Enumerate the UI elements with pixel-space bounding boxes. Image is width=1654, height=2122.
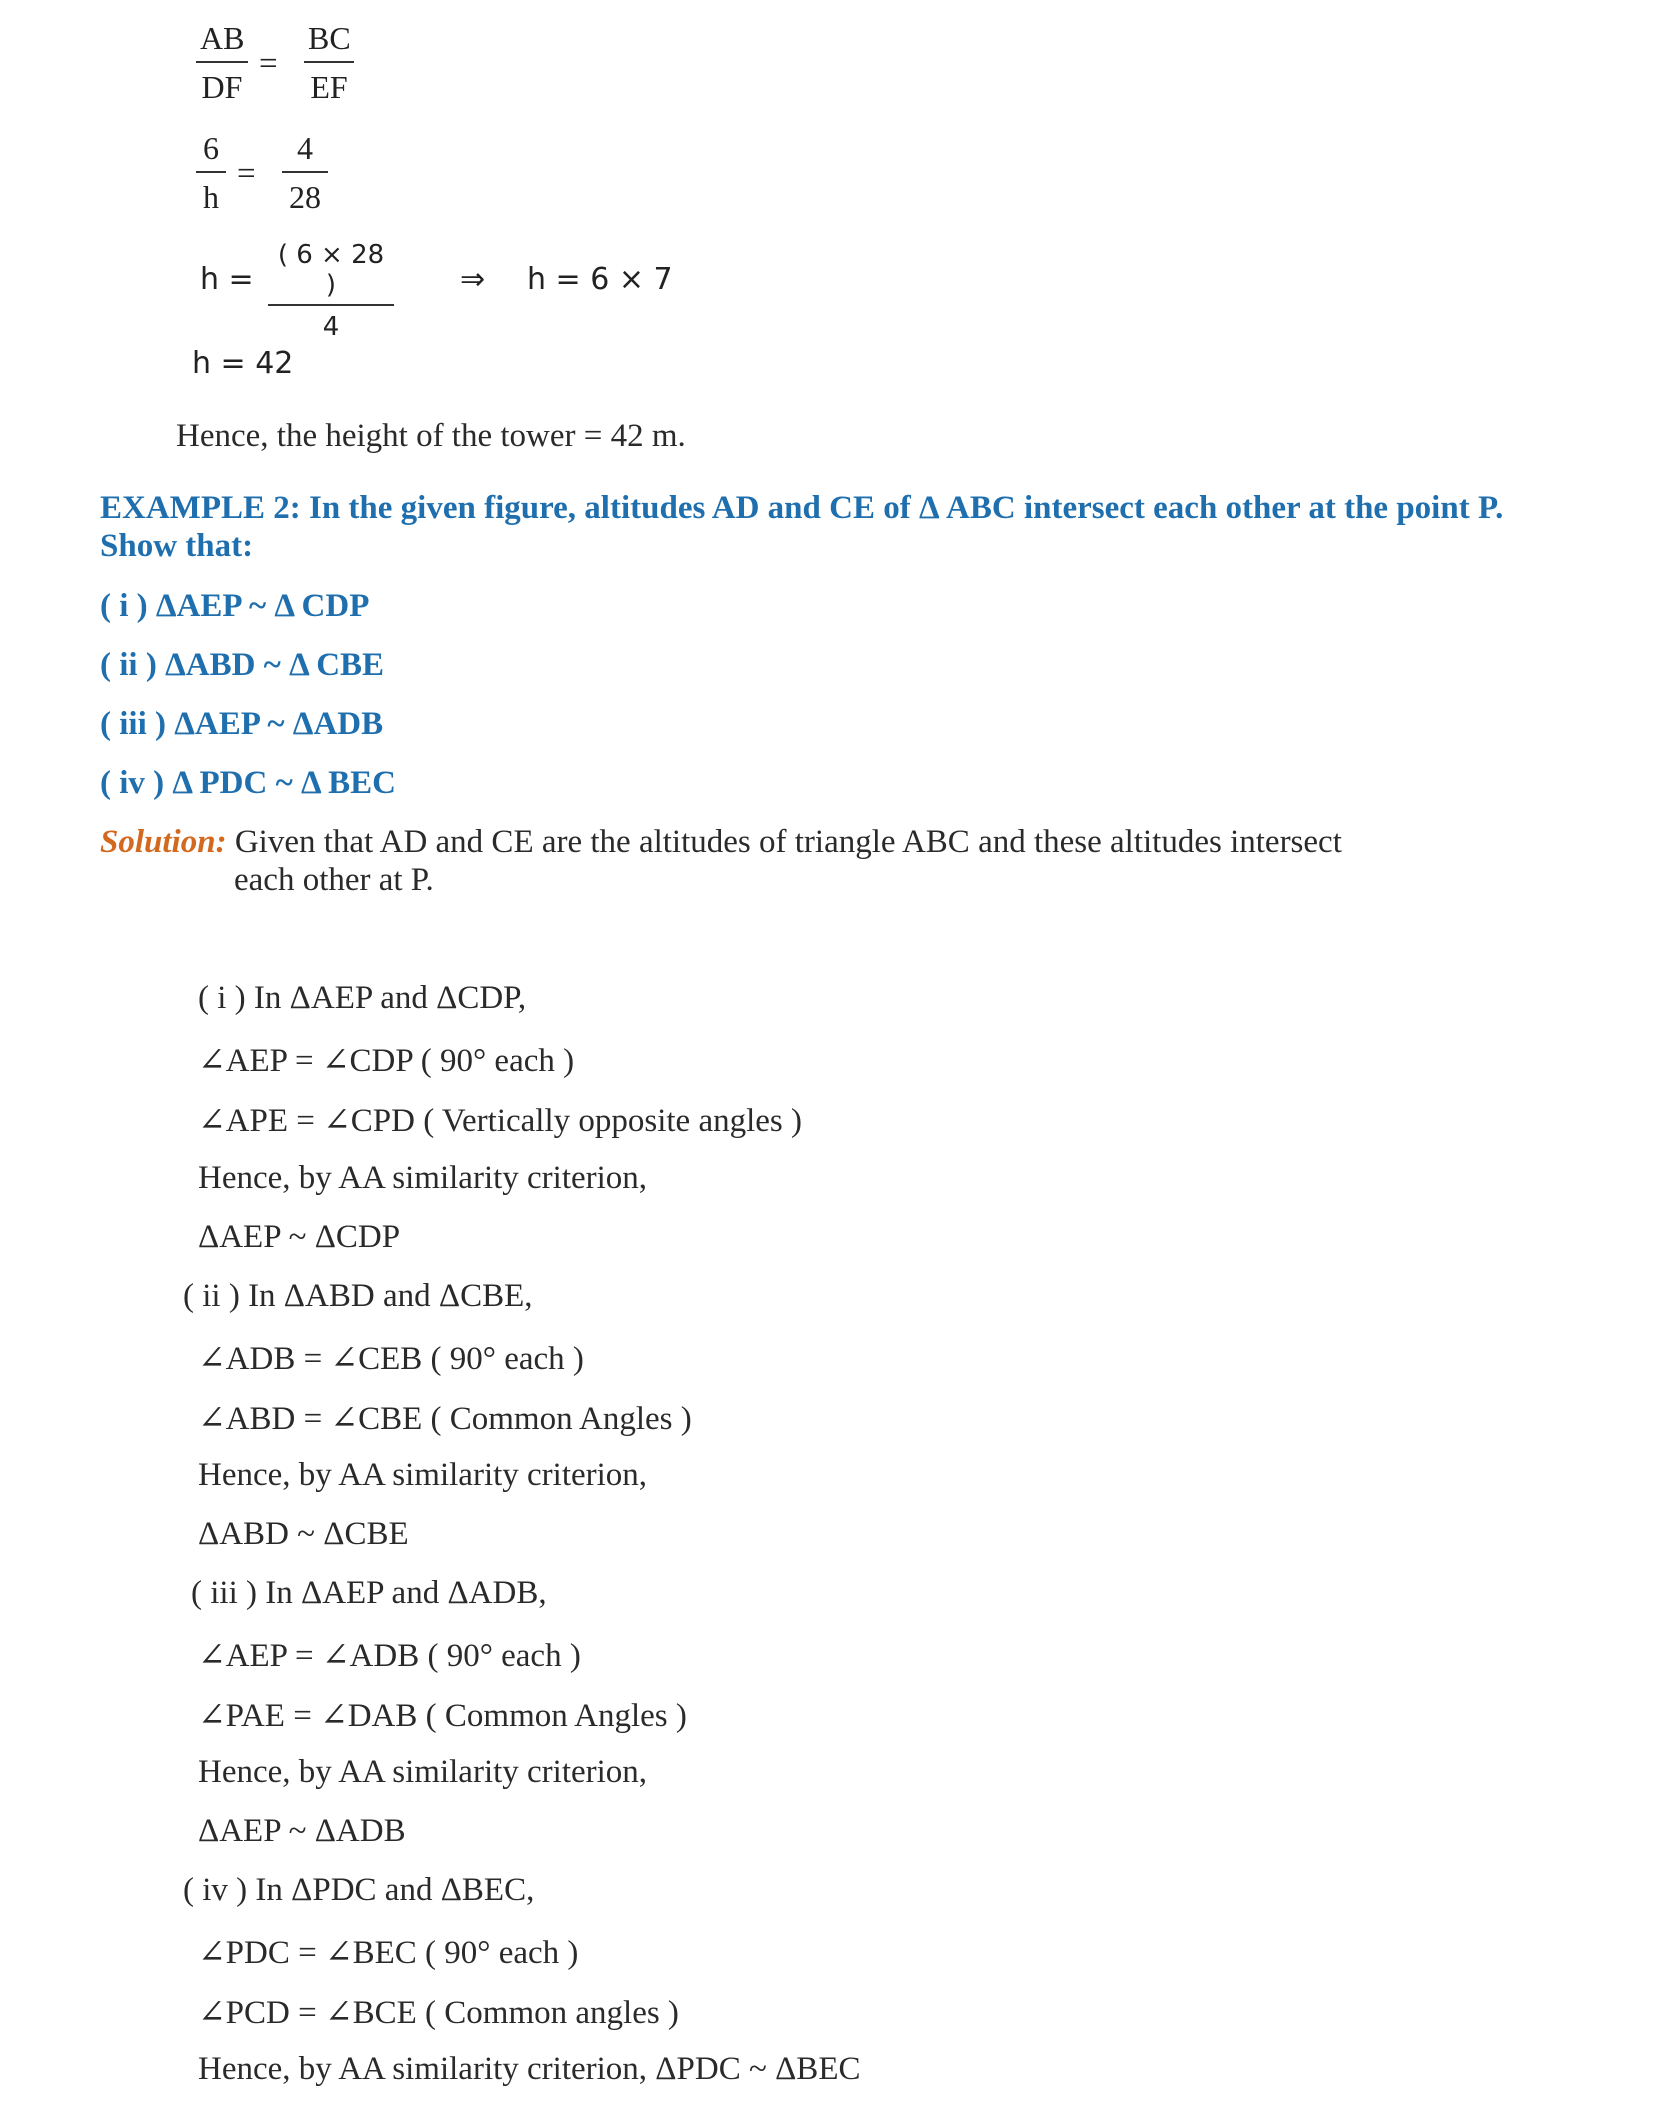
fraction-numerator: BC	[308, 20, 351, 56]
fraction-numerator: AB	[200, 20, 245, 56]
fraction-denominator: 4	[322, 312, 340, 342]
step-line: ∠PCD = ∠BCE ( Common angles )	[198, 1995, 679, 2031]
fraction-denominator: EF	[310, 69, 348, 105]
fraction-bar	[196, 61, 248, 63]
implies-arrow: ⇒	[460, 262, 486, 297]
step-line: ΔABD ~ ΔCBE	[198, 1516, 409, 1552]
equals-sign: =	[237, 156, 256, 192]
h-final: h = 42	[192, 346, 294, 381]
step-line: ∠ADB = ∠CEB ( 90° each )	[198, 1341, 584, 1377]
step-line: Hence, by AA similarity criterion,	[198, 1457, 648, 1493]
part-item: ( iii ) ΔAEP ~ ΔADB	[100, 706, 384, 742]
h-equals-label: h =	[200, 262, 254, 297]
fraction-bar	[196, 171, 226, 173]
step-line: ∠PDC = ∠BEC ( 90° each )	[198, 1935, 579, 1971]
fraction-bar	[282, 171, 328, 173]
step-line: ∠AEP = ∠CDP ( 90° each )	[198, 1043, 575, 1079]
fraction-numerator: ( 6 × 28 )	[277, 240, 385, 300]
fraction-6x28-4	[268, 240, 394, 342]
solution-line	[100, 824, 1342, 861]
step-line: ΔAEP ~ ΔCDP	[198, 1219, 401, 1255]
fraction-denominator: 28	[289, 179, 321, 215]
fraction-bar	[304, 61, 354, 63]
step-heading: ( iv ) In ΔPDC and ΔBEC,	[183, 1872, 535, 1908]
solution-text-cont: each other at P.	[234, 862, 434, 898]
step-line: ΔAEP ~ ΔADB	[198, 1813, 406, 1849]
part-item: ( iv ) Δ PDC ~ Δ BEC	[100, 765, 396, 801]
example-title-cont: Show that:	[100, 528, 254, 564]
fraction-denominator: h	[203, 179, 219, 215]
fraction-bar	[268, 304, 394, 306]
step-heading: ( ii ) In ΔABD and ΔCBE,	[183, 1278, 533, 1314]
fraction-ab-df	[196, 20, 248, 106]
fraction-bc-ef	[304, 20, 354, 106]
step-line: Hence, by AA similarity criterion,	[198, 1160, 648, 1196]
part-item: ( i ) ΔAEP ~ Δ CDP	[100, 588, 370, 624]
step-line: ∠ABD = ∠CBE ( Common Angles )	[198, 1401, 692, 1437]
part-item: ( ii ) ΔABD ~ Δ CBE	[100, 647, 385, 683]
h-result: h = 6 × 7	[527, 262, 673, 297]
equals-sign: =	[259, 46, 278, 82]
step-line: ∠AEP = ∠ADB ( 90° each )	[198, 1638, 581, 1674]
step-line: Hence, by AA similarity criterion,	[198, 1754, 648, 1790]
step-line: Hence, by AA similarity criterion, ΔPDC ~ ΔBEC	[198, 2051, 861, 2087]
step-heading: ( i ) In ΔAEP and ΔCDP,	[198, 980, 527, 1016]
solution-label: Solution:	[100, 824, 227, 860]
example-title: EXAMPLE 2: In the given figure, altitudes AD and CE of Δ ABC intersect each other at the point P.	[100, 490, 1504, 526]
conclusion-text: Hence, the height of the tower = 42 m.	[176, 418, 686, 454]
step-line: ∠APE = ∠CPD ( Vertically opposite angles )	[198, 1103, 802, 1139]
fraction-denominator: DF	[201, 69, 243, 105]
fraction-numerator: 4	[297, 130, 313, 166]
fraction-4-28	[282, 130, 328, 216]
step-heading: ( iii ) In ΔAEP and ΔADB,	[191, 1575, 547, 1611]
fraction-numerator: 6	[203, 130, 219, 166]
step-line: ∠PAE = ∠DAB ( Common Angles )	[198, 1698, 687, 1734]
solution-text: Given that AD and CE are the altitudes of triangle ABC and these altitudes intersect	[226, 824, 1342, 860]
fraction-6-h	[196, 130, 226, 216]
